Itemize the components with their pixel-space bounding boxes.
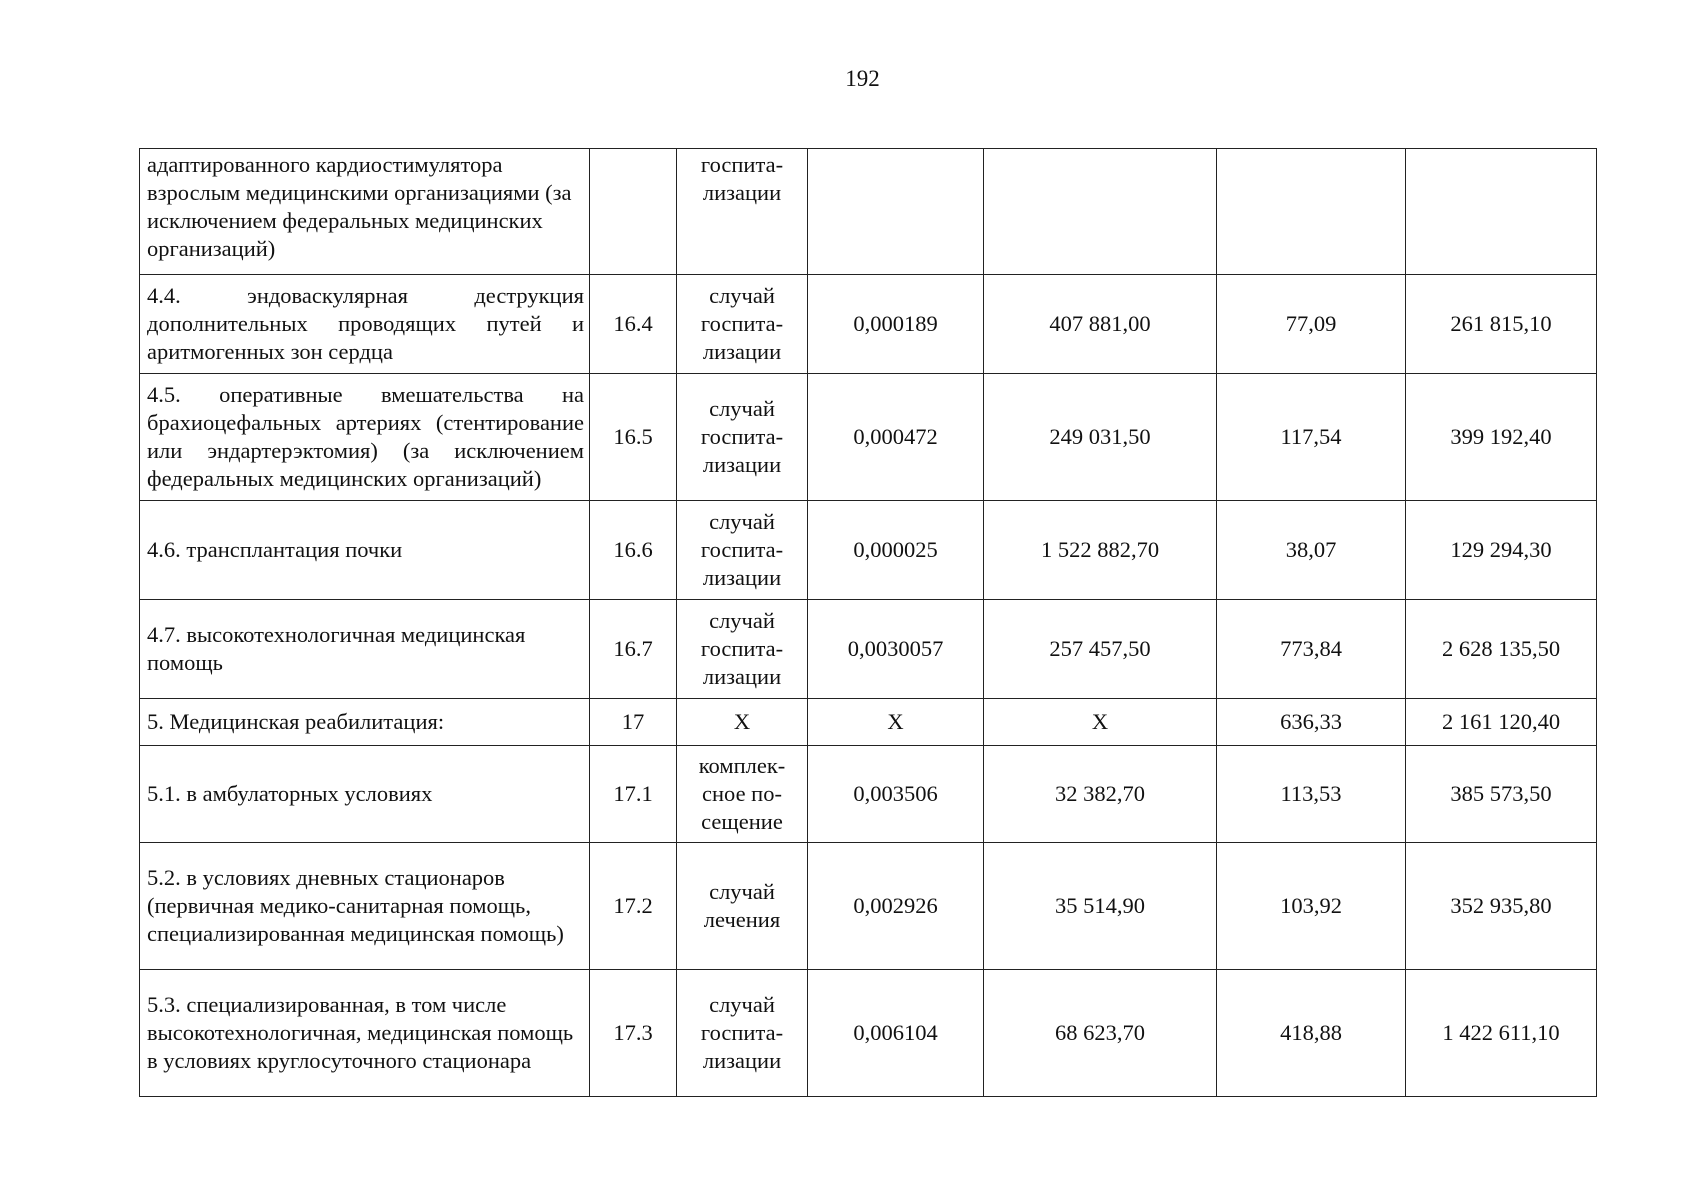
row-cost: 407 881,00 xyxy=(984,275,1217,374)
data-table xyxy=(139,148,1597,1097)
row-name: 5.3. специализированная, в том числе высокотехнологичная, медицинская помощь в условиях круглосуточного стационара xyxy=(140,970,590,1097)
row-cost: 32 382,70 xyxy=(984,746,1217,843)
row-total: 261 815,10 xyxy=(1406,275,1597,374)
row-total: 399 192,40 xyxy=(1406,374,1597,501)
row-cost: 257 457,50 xyxy=(984,600,1217,699)
row-per-capita: 117,54 xyxy=(1217,374,1406,501)
row-code: 17.1 xyxy=(590,746,677,843)
row-unit: госпита-лизации xyxy=(677,149,808,275)
row-name: адаптированного кардиостимулятора взрослым медицинскими организациями (за исключением федеральных медицинских организаций) xyxy=(140,149,590,275)
row-rate xyxy=(808,149,984,275)
row-total: 2 628 135,50 xyxy=(1406,600,1597,699)
row-code xyxy=(590,149,677,275)
table-row xyxy=(140,149,1597,275)
row-rate: 0,000025 xyxy=(808,501,984,600)
row-unit: случай госпита-лизации xyxy=(677,501,808,600)
row-name: 4.7. высокотехнологичная медицинская помощь xyxy=(140,600,590,699)
row-code: 16.5 xyxy=(590,374,677,501)
row-cost: 1 522 882,70 xyxy=(984,501,1217,600)
row-rate: 0,0030057 xyxy=(808,600,984,699)
row-code: 17.3 xyxy=(590,970,677,1097)
row-name: 4.4. эндоваскулярная деструкция дополнительных проводящих путей и аритмогенных зон сердца xyxy=(140,275,590,374)
row-cost: 35 514,90 xyxy=(984,843,1217,970)
row-per-capita: 103,92 xyxy=(1217,843,1406,970)
row-per-capita: 636,33 xyxy=(1217,699,1406,746)
table-row xyxy=(140,699,1597,746)
row-rate: 0,006104 xyxy=(808,970,984,1097)
table-row xyxy=(140,275,1597,374)
row-code: 16.7 xyxy=(590,600,677,699)
table-row xyxy=(140,501,1597,600)
row-rate: 0,000472 xyxy=(808,374,984,501)
row-code: 17 xyxy=(590,699,677,746)
row-total: 385 573,50 xyxy=(1406,746,1597,843)
row-code: 17.2 xyxy=(590,843,677,970)
row-per-capita: 773,84 xyxy=(1217,600,1406,699)
row-unit: X xyxy=(677,699,808,746)
row-unit: случай госпита-лизации xyxy=(677,374,808,501)
row-name: 5. Медицинская реабилитация: xyxy=(140,699,590,746)
row-unit: случай госпита-лизации xyxy=(677,600,808,699)
row-unit: комплек-сное по-сещение xyxy=(677,746,808,843)
row-cost: 68 623,70 xyxy=(984,970,1217,1097)
row-cost: 249 031,50 xyxy=(984,374,1217,501)
row-total: 2 161 120,40 xyxy=(1406,699,1597,746)
row-total: 129 294,30 xyxy=(1406,501,1597,600)
row-cost xyxy=(984,149,1217,275)
row-cost: X xyxy=(984,699,1217,746)
table-row xyxy=(140,746,1597,843)
row-name: 4.6. трансплантация почки xyxy=(140,501,590,600)
table-row xyxy=(140,600,1597,699)
row-rate: 0,002926 xyxy=(808,843,984,970)
row-code: 16.4 xyxy=(590,275,677,374)
row-name: 5.1. в амбулаторных условиях xyxy=(140,746,590,843)
row-total xyxy=(1406,149,1597,275)
row-total: 352 935,80 xyxy=(1406,843,1597,970)
table-row xyxy=(140,374,1597,501)
table-row xyxy=(140,843,1597,970)
row-unit: случай лечения xyxy=(677,843,808,970)
row-rate: 0,003506 xyxy=(808,746,984,843)
row-unit: случай госпита-лизации xyxy=(677,275,808,374)
row-per-capita: 418,88 xyxy=(1217,970,1406,1097)
page-number: 192 xyxy=(845,66,880,91)
row-per-capita: 38,07 xyxy=(1217,501,1406,600)
row-name: 4.5. оперативные вмешательства на брахиоцефальных артериях (стентирование или эндартерэктомия) (за исключением федеральных медицинских организаций) xyxy=(140,374,590,501)
row-code: 16.6 xyxy=(590,501,677,600)
row-rate: 0,000189 xyxy=(808,275,984,374)
row-per-capita: 77,09 xyxy=(1217,275,1406,374)
row-name: 5.2. в условиях дневных стационаров (первичная медико-санитарная помощь, специализированная медицинская помощь) xyxy=(140,843,590,970)
row-rate: X xyxy=(808,699,984,746)
row-per-capita xyxy=(1217,149,1406,275)
row-unit: случай госпита-лизации xyxy=(677,970,808,1097)
row-total: 1 422 611,10 xyxy=(1406,970,1597,1097)
row-per-capita: 113,53 xyxy=(1217,746,1406,843)
table-row xyxy=(140,970,1597,1097)
